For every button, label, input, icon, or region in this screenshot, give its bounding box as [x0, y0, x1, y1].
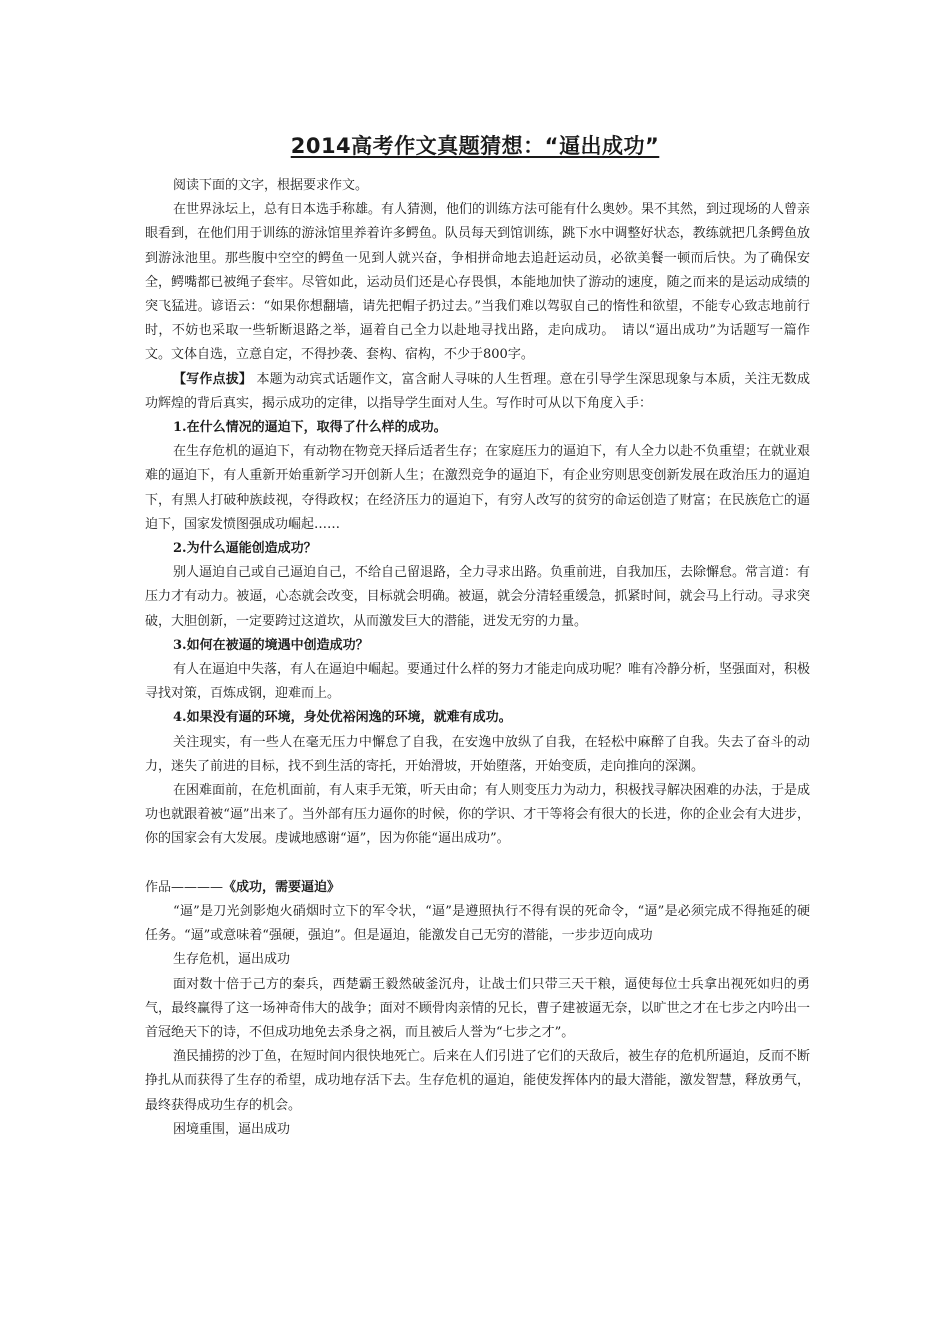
point-paragraph: 别人逼迫自己或自己逼迫自己，不给自己留退路，全力寻求出路。负重前进，自我加压，去除懈怠。常言道：有压力才有动力。被逼，心态就会改变，目标就会明确。被逼，就会分清轻重缓急，抓紧时间，就会马上行动。寻求突破，大胆创新，一定要跨过这道坎，从而激发巨大的潜能，迸发无穷的力量。 — [145, 565, 811, 629]
point-paragraph: 在生存危机的逼迫下，有动物在物竞天择后适者生存；在家庭压力的逼迫下，有人全力以赴不负重望；在就业艰难的逼迫下，有人重新开始重新学习开创新人生；在激烈竞争的逼迫下，有企业穷则思变创新发展在政治压力的逼迫下，有黑人打破种族歧视，夺得政权；在经济压力的逼迫下，有穷人改写的贫穷的命运创造了财富；在民族危亡的逼迫下，国家发愤图强成功崛起…… — [145, 444, 811, 532]
essay-paragraph: “逼”是刀光剑影炮火硝烟时立下的军令状，“逼”是遵照执行不得有误的死命令，“逼”是必须完成不得拖延的硬任务。“逼”或意味着“强硬，强迫”。但是逼迫，能激发自己无穷的潜能，一步步迈向成功 — [145, 903, 810, 944]
essay-heading — [145, 876, 810, 900]
point-paragraph: 关注现实，有一些人在毫无压力中懈怠了自我，在安逸中放纵了自我，在轻松中麻醉了自我。失去了奋斗的动力，迷失了前进的目标，找不到生活的寄托，开始滑坡，开始堕落，开始变质，走向推向的深渊。 — [145, 734, 810, 774]
page-title: 2014高考作文真题猜想：“逼出成功” — [290, 134, 660, 158]
document-body — [145, 174, 810, 1142]
point-heading: 1.在什么情况的逼迫下，取得了什么样的成功。 — [173, 420, 447, 436]
tips-text: 本题为动宾式话题作文，富含耐人寻味的人生哲理。意在引导学生深思现象与本质，关注无数成功辉煌的背后真实，揭示成功的定律，以指导学生面对人生。写作时可从以下角度入手： — [145, 371, 810, 411]
point-paragraph: 有人在逼迫中失落，有人在逼迫中崛起。要通过什么样的努力才能走向成功呢？唯有冷静分析，坚强面对，积极寻找对策，百炼成钢，迎难而上。 — [145, 662, 811, 702]
prompt-paragraph: 在世界泳坛上，总有日本选手称雄。有人猜测，他们的训练方法可能有什么奥妙。果不其然，到过现场的人曾亲眼看到，在他们用于训练的游泳馆里养着许多鳄鱼。队员每天到馆训练，跳下水中调整好状态，教练就把几条鳄鱼放到游泳池里。那些腹中空空的鳄鱼一见到人就兴奋，争相拼命地去追赶运动员，必欲美餐一顿而后快。为了确保安全，鳄嘴都已被绳子套牢。尽管如此，运动员们还是心存畏惧，本能地加快了游动的速度，随之而来的是运动成绩的突飞猛进。谚语云：“如果你想翻墙，请先把帽子扔过去。”当我们难以驾驭自己的惰性和欲望，不能专心致志地前行时，不妨也采取一些斩断退路之举，逼着自己全力以赴地寻找出路，走向成功。 请以“逼出成功”为话题写一篇作文。文体自选，立意自定，不得抄袭、套构、宿构，不少于800字。 — [145, 202, 811, 363]
essay-paragraph: 渔民捕捞的沙丁鱼，在短时间内很快地死亡。后来在人们引进了它们的天敌后，被生存的危机所逼迫，反而不断挣扎从而获得了生存的希望，成功地存活下去。生存危机的逼迫，能使发挥体内的最大潜能，激发智慧，释放勇气，最终获得成功生存的机会。 — [145, 1049, 811, 1113]
point-heading: 3.如何在被逼的境遇中创造成功？ — [173, 637, 369, 653]
essay-subheading: 困境重围，逼出成功 — [173, 1121, 291, 1137]
intro-paragraph: 阅读下面的文字，根据要求作文。 — [173, 178, 369, 193]
tips-paragraph — [145, 368, 810, 416]
section-gap — [145, 852, 810, 876]
essay-title: 《成功，需要逼迫》 — [223, 879, 341, 895]
point-heading: 4.如果没有逼的环境，身处优裕闲逸的环境，就难有成功。 — [173, 710, 512, 726]
essay-prefix: 作品———— — [145, 879, 224, 895]
essay-paragraph: 面对数十倍于己方的秦兵，西楚霸王毅然破釜沉舟，让战士们只带三天干粮，逼使每位士兵拿出视死如归的勇气，最终赢得了这一场神奇伟大的战争；面对不顾骨肉亲情的兄长，曹子建被逼无奈，以旷世之才在七步之内吟出一首冠绝天下的诗，不但成功地免去杀身之祸，而且被后人誉为“七步之才”。 — [145, 976, 810, 1040]
essay-subheading: 生存危机，逼出成功 — [173, 952, 291, 968]
point-heading: 2.为什么逼能创造成功？ — [173, 541, 317, 557]
tips-label: 【写作点拔】 — [173, 371, 253, 387]
point-paragraph: 在困难面前，在危机面前，有人束手无策，听天由命；有人则变压力为动力，积极找寻解决困难的办法，于是成功也就跟着被“逼”出来了。当外部有压力逼你的时候，你的学识、才干等将会有很大的长进，你的企业会有大进步，你的国家会有大发展。虔诚地感谢“逼”，因为你能“逼出成功”。 — [145, 783, 811, 847]
